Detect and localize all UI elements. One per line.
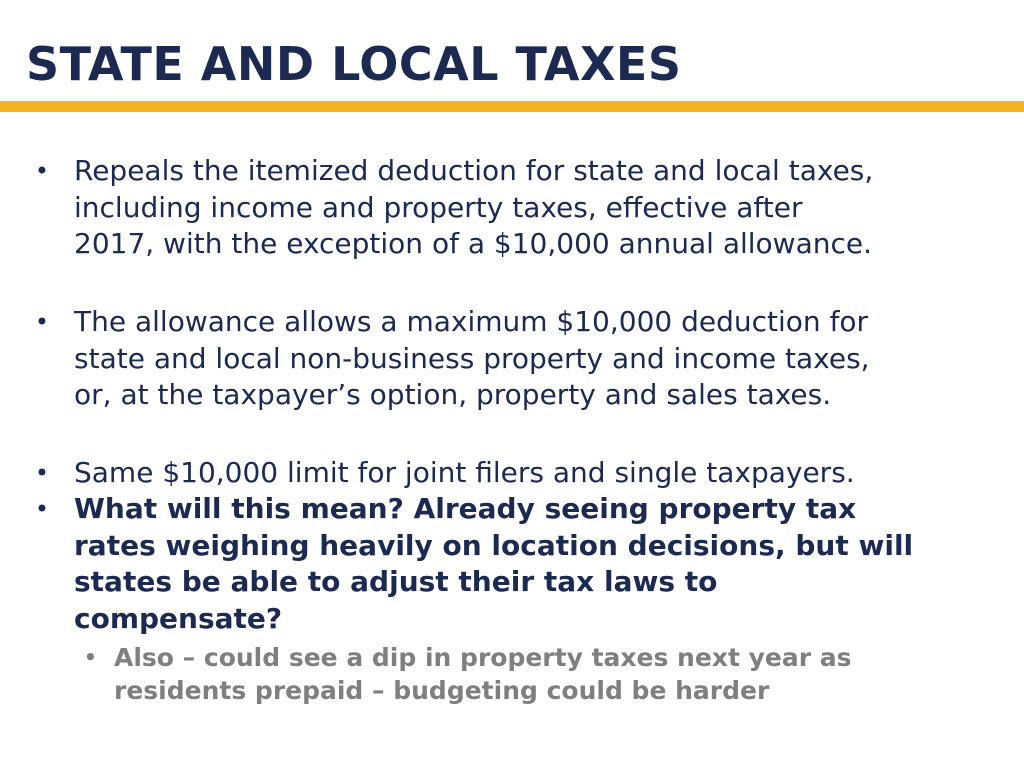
bullet-text: Repeals the itemized deduction for state and local taxes, including income and property taxes, effective after 2017, with the exception of a $10,000 annual allowance.	[74, 154, 874, 260]
bullet-text: The allowance allows a maximum $10,000 deduction for state and local non-business property and income taxes, or, at the taxpayer’s option, property and sales taxes.	[74, 305, 870, 411]
sub-bullet-item-1	[84, 641, 994, 707]
bullet-item-4	[34, 491, 994, 637]
bullet-item-1	[34, 153, 994, 263]
bullet-icon: •	[34, 308, 50, 336]
bullet-item-2	[34, 304, 994, 414]
sub-bullet-text: Also – could see a dip in property taxes next year as residents prepaid – budgeting could be harder	[114, 643, 852, 705]
sub-bullet-icon: •	[84, 645, 97, 669]
slide-title: STATE AND LOCAL TAXES	[26, 37, 682, 91]
bullet-text: Same $10,000 limit for joint filers and single taxpayers.	[74, 456, 855, 489]
bullet-text: What will this mean? Already seeing property tax rates weighing heavily on location decisions, but will states be able to adjust their tax laws to compensate?	[74, 492, 914, 635]
bullet-icon: •	[34, 495, 50, 523]
bullet-icon: •	[34, 459, 50, 487]
bullet-icon: •	[34, 157, 50, 185]
bullet-item-3	[34, 455, 994, 492]
